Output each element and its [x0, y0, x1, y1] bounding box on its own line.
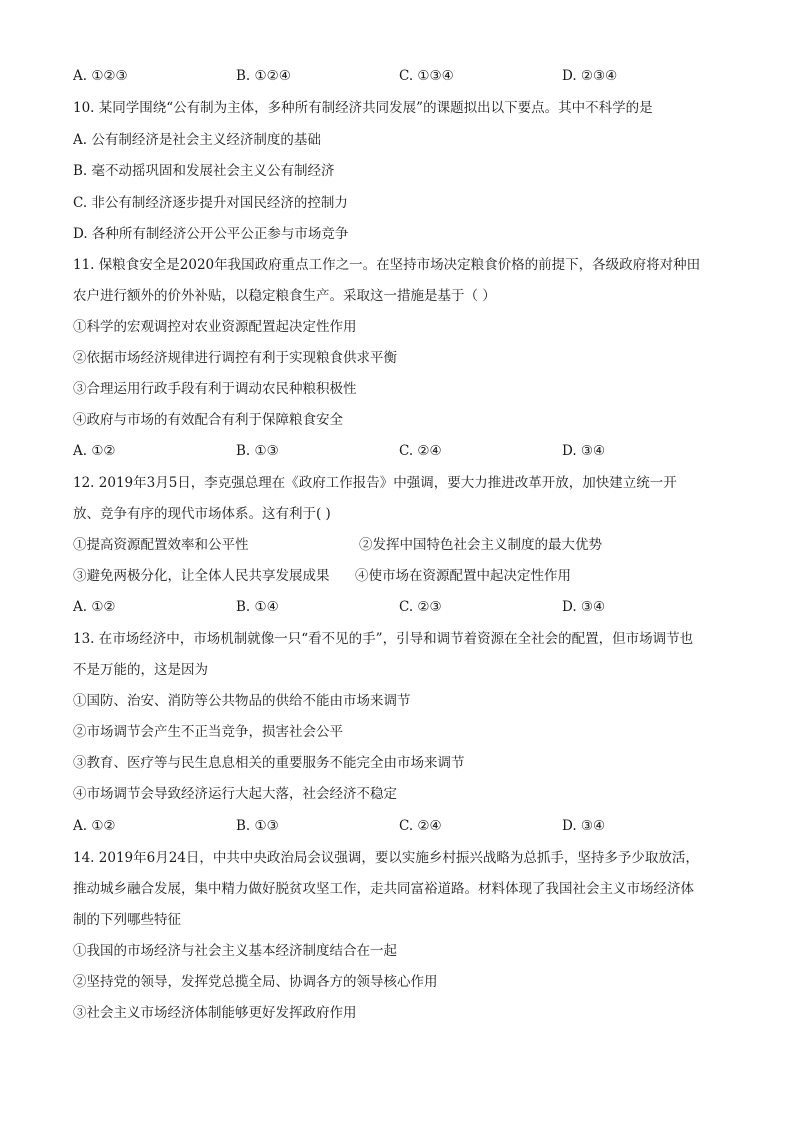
q10-choice-d: D. 各种所有制经济公开公平公正参与市场竞争 — [73, 226, 349, 242]
q11-stem-line-2: 农户进行额外的价外补贴，以稳定粮食生产。采取这一措施是基于（ ） — [73, 288, 496, 304]
q10-choice-c: C. 非公有制经济逐步提升对国民经济的控制力 — [73, 195, 348, 211]
q12-item-1: ①提高资源配置效率和公平性 — [73, 537, 249, 553]
option-c: C. ①③④ — [399, 68, 454, 84]
option-d: D. ③④ — [562, 818, 606, 834]
q11-item-3: ③合理运用行政手段有利于调动农民种粮积极性 — [73, 381, 357, 397]
q10-choice-b: B. 毫不动摇巩固和发展社会主义公有制经济 — [73, 163, 335, 179]
option-a: A. ①② — [73, 818, 116, 834]
q13-item-4: ④市场调节会导致经济运行大起大落，社会经济不稳定 — [73, 786, 397, 802]
option-b: B. ①②④ — [236, 68, 291, 84]
q9-options — [73, 68, 733, 84]
option-c: C. ②④ — [399, 443, 442, 459]
option-a: A. ①②③ — [73, 68, 128, 84]
q14-stem-line-2: 推动城乡融合发展，集中精力做好脱贫攻坚工作，走共同富裕道路。材料体现了我国社会主义市场经济体 — [73, 881, 694, 897]
q11-item-2: ②依据市场经济规律进行调控有利于实现粮食供求平衡 — [73, 350, 397, 366]
option-d: D. ②③④ — [562, 68, 618, 84]
q12-item-2: ②发挥中国特色社会主义制度的最大优势 — [359, 537, 602, 553]
q14-item-2: ②坚持党的领导，发挥党总揽全局、协调各方的领导核心作用 — [73, 974, 438, 990]
option-b: B. ①③ — [236, 818, 279, 834]
q11-stem-line-1: 11. 保粮食安全是2020年我国政府重点工作之一。在坚持市场决定粮食价格的前提下，各级政府将对种田 — [73, 257, 701, 273]
option-d: D. ③④ — [562, 443, 606, 459]
option-c: C. ②④ — [399, 818, 442, 834]
option-b: B. ①④ — [236, 599, 279, 615]
option-d: D. ③④ — [562, 599, 606, 615]
q10-choice-a: A. 公有制经济是社会主义经济制度的基础 — [73, 132, 321, 148]
q11-item-4: ④政府与市场的有效配合有利于保障粮食安全 — [73, 412, 343, 428]
q13-item-2: ②市场调节会产生不正当竞争，损害社会公平 — [73, 724, 343, 740]
q13-options — [73, 818, 733, 834]
q12-item-4: ④使市场在资源配置中起决定性作用 — [355, 568, 571, 584]
q12-options — [73, 599, 733, 615]
q10-stem: 10. 某同学围绕“公有制为主体，多种所有制经济共同发展”的课题拟出以下要点。其中不科学的是 — [73, 100, 653, 116]
q14-stem-line-3: 制的下列哪些特征 — [73, 912, 181, 928]
q13-item-1: ①国防、治安、消防等公共物品的供给不能由市场来调节 — [73, 693, 411, 709]
q13-stem-line-2: 不是万能的，这是因为 — [73, 662, 208, 678]
q11-options — [73, 443, 733, 459]
q13-item-3: ③教育、医疗等与民生息息相关的重要服务不能完全由市场来调节 — [73, 755, 465, 771]
q14-item-1: ①我国的市场经济与社会主义基本经济制度结合在一起 — [73, 943, 397, 959]
q12-items-row-2 — [73, 568, 733, 584]
option-b: B. ①③ — [236, 443, 279, 459]
q12-items-row-1 — [73, 537, 733, 553]
q13-stem-line-1: 13. 在市场经济中，市场机制就像一只“看不见的手”，引导和调节着资源在全社会的配置，但市场调节也 — [73, 631, 694, 647]
q12-stem-line-2: 放、竞争有序的现代市场体系。这有利于( ) — [73, 506, 331, 522]
q12-item-3: ③避免两极分化，让全体人民共享发展成果 — [73, 568, 330, 584]
q12-stem-line-1: 12. 2019年3月5日，李克强总理在《政府工作报告》中强调，要大力推进改革开放，加快建立统一开 — [73, 475, 677, 491]
option-a: A. ①② — [73, 443, 116, 459]
q11-item-1: ①科学的宏观调控对农业资源配置起决定性作用 — [73, 319, 357, 335]
q14-item-3: ③社会主义市场经济体制能够更好发挥政府作用 — [73, 1005, 357, 1021]
q14-stem-line-1: 14. 2019年6月24日，中共中央政治局会议强调，要以实施乡村振兴战略为总抓手，坚持多予少取放活， — [73, 850, 699, 866]
option-c: C. ②③ — [399, 599, 442, 615]
option-a: A. ①② — [73, 599, 116, 615]
